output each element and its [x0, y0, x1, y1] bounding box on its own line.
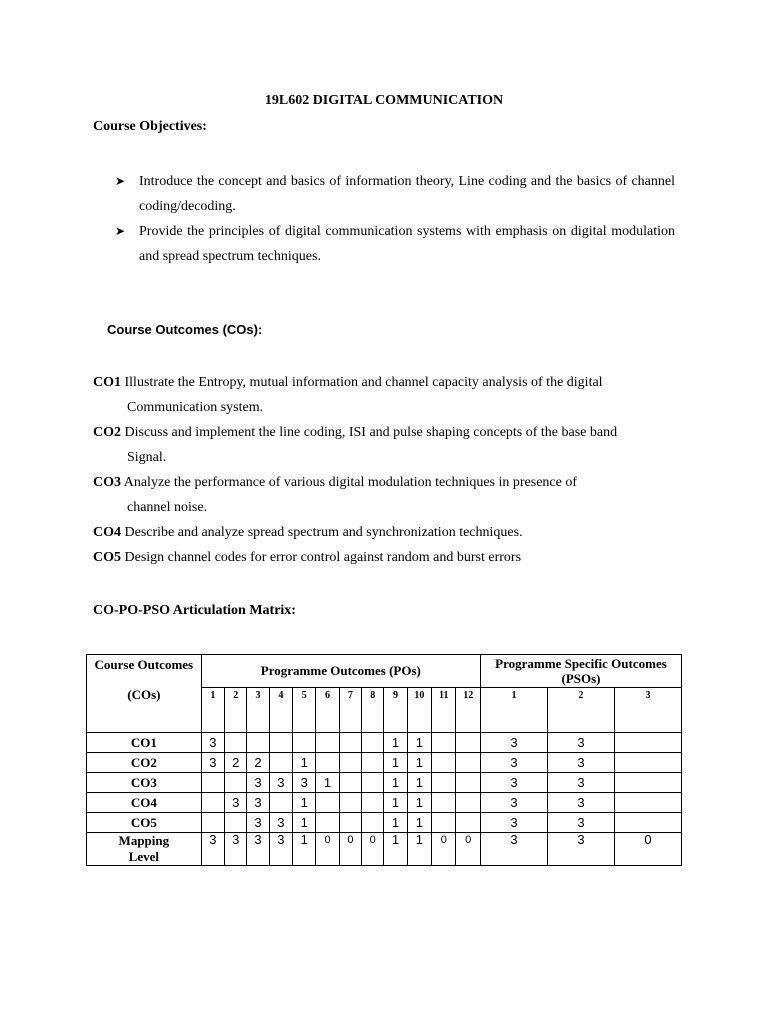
objectives-heading: Course Objectives: — [93, 119, 207, 134]
po-number-header: 11 — [432, 688, 456, 733]
pso-header: Programme Specific Outcomes (PSOs) — [480, 655, 681, 688]
po-cell: 2 — [225, 753, 247, 773]
po-cell — [247, 733, 269, 753]
mapping-level-row — [87, 833, 682, 866]
mapping-po-cell: 0 — [456, 833, 481, 866]
po-cell: 1 — [293, 753, 316, 773]
po-cell: 1 — [384, 753, 407, 773]
outcome-item — [93, 370, 693, 420]
po-number-header: 8 — [362, 688, 384, 733]
matrix-heading: CO-PO-PSO Articulation Matrix: — [93, 603, 296, 618]
po-cell — [201, 773, 224, 793]
row-label: CO2 — [87, 753, 202, 773]
po-cell — [225, 773, 247, 793]
outcome-id: CO1 — [93, 375, 121, 390]
po-cell — [456, 773, 481, 793]
po-cell — [362, 813, 384, 833]
arrowhead-bullet-icon: ➤ — [115, 224, 126, 238]
po-cell — [316, 813, 339, 833]
programme-outcomes-header: Programme Outcomes (POs) — [201, 655, 480, 688]
po-cell: 1 — [293, 793, 316, 813]
mapping-level-label — [87, 833, 202, 866]
mapping-po-cell: 0 — [316, 833, 339, 866]
po-cell: 1 — [407, 753, 431, 773]
pso-cell: 3 — [480, 793, 547, 813]
po-cell — [316, 733, 339, 753]
po-cell: 1 — [293, 813, 316, 833]
mapping-pso-cell: 3 — [547, 833, 614, 866]
outcome-item — [93, 420, 693, 470]
mapping-pso-cell: 3 — [480, 833, 547, 866]
mapping-pso-cell: 0 — [614, 833, 681, 866]
po-cell — [362, 753, 384, 773]
level-label-line: Level — [128, 849, 159, 864]
articulation-matrix — [86, 654, 682, 866]
po-cell: 1 — [384, 793, 407, 813]
po-cell: 1 — [407, 813, 431, 833]
po-cell: 1 — [407, 773, 431, 793]
pso-cell: 3 — [547, 773, 614, 793]
po-cell — [362, 773, 384, 793]
po-cell: 3 — [201, 733, 224, 753]
outcome-text-cont: Communication system. — [127, 400, 264, 415]
po-cell — [201, 793, 224, 813]
po-cell: 3 — [269, 773, 292, 793]
po-cell: 3 — [225, 793, 247, 813]
po-cell — [339, 753, 361, 773]
po-cell — [456, 813, 481, 833]
row-label: CO4 — [87, 793, 202, 813]
po-number-header: 9 — [384, 688, 407, 733]
po-cell: 3 — [201, 753, 224, 773]
course-outcomes-header — [87, 655, 202, 733]
mapping-label-line: Mapping — [118, 833, 170, 848]
outcome-id: CO4 — [93, 525, 121, 540]
po-cell — [432, 793, 456, 813]
pso-cell — [614, 813, 681, 833]
mapping-po-cell: 1 — [407, 833, 431, 866]
mapping-po-cell: 1 — [384, 833, 407, 866]
objective-text: Introduce the concept and basics of information theory, Line coding and the basics of channel coding/decoding. — [139, 174, 675, 214]
po-cell — [339, 793, 361, 813]
pso-cell: 3 — [547, 733, 614, 753]
table-row — [87, 733, 682, 753]
po-cell — [201, 813, 224, 833]
po-cell — [432, 753, 456, 773]
objective-item — [115, 169, 675, 219]
mapping-po-cell: 3 — [247, 833, 269, 866]
outcome-id: CO2 — [93, 425, 121, 440]
po-number-header: 5 — [293, 688, 316, 733]
po-cell — [316, 753, 339, 773]
pso-cell — [614, 773, 681, 793]
po-cell — [316, 793, 339, 813]
po-cell: 1 — [384, 733, 407, 753]
po-cell — [456, 793, 481, 813]
po-cell — [362, 733, 384, 753]
outcome-item — [93, 470, 693, 520]
outcome-item — [93, 545, 693, 570]
outcome-id: CO3 — [93, 475, 121, 490]
po-number-header: 1 — [201, 688, 224, 733]
outcome-text: Design channel codes for error control against random and burst errors — [124, 550, 522, 565]
po-number-header: 4 — [269, 688, 292, 733]
pso-cell: 3 — [480, 753, 547, 773]
po-cell: 3 — [293, 773, 316, 793]
po-cell — [225, 733, 247, 753]
table-row — [87, 813, 682, 833]
outcome-text: Analyze the performance of various digital modulation techniques in presence of — [123, 475, 578, 490]
po-cell: 1 — [407, 793, 431, 813]
po-cell — [432, 813, 456, 833]
document-title: 19L602 DIGITAL COMMUNICATION — [264, 93, 504, 108]
po-cell — [269, 753, 292, 773]
pso-cell: 3 — [480, 813, 547, 833]
table-row — [87, 773, 682, 793]
po-cell: 1 — [407, 733, 431, 753]
mapping-po-cell: 3 — [201, 833, 224, 866]
po-number-header: 12 — [456, 688, 481, 733]
outcome-text: Discuss and implement the line coding, ISI and pulse shaping concepts of the base band — [124, 425, 618, 440]
mapping-po-cell: 1 — [293, 833, 316, 866]
po-cell — [339, 733, 361, 753]
po-cell: 3 — [247, 813, 269, 833]
po-cell: 3 — [247, 793, 269, 813]
po-cell — [269, 793, 292, 813]
outcome-text: Illustrate the Entropy, mutual information and channel capacity analysis of the digital — [124, 375, 603, 390]
mapping-po-cell: 0 — [362, 833, 384, 866]
po-cell: 1 — [384, 773, 407, 793]
po-cell: 2 — [247, 753, 269, 773]
po-number-header: 10 — [407, 688, 431, 733]
outcome-text-cont: Signal. — [127, 450, 167, 465]
course-outcomes-label: Course Outcomes — [94, 657, 194, 672]
pso-cell — [614, 793, 681, 813]
outcome-text-cont: channel noise. — [127, 500, 208, 515]
po-cell — [456, 733, 481, 753]
pso-cell: 3 — [480, 733, 547, 753]
row-label: CO1 — [87, 733, 202, 753]
po-cell: 3 — [247, 773, 269, 793]
row-label: CO3 — [87, 773, 202, 793]
pso-cell — [614, 733, 681, 753]
cos-label: (COs) — [127, 687, 161, 702]
po-cell — [225, 813, 247, 833]
mapping-po-cell: 0 — [339, 833, 361, 866]
arrowhead-bullet-icon: ➤ — [115, 174, 126, 188]
po-number-header: 2 — [225, 688, 247, 733]
po-cell — [269, 733, 292, 753]
po-cell: 1 — [384, 813, 407, 833]
pso-number-header: 1 — [480, 688, 547, 733]
objective-text: Provide the principles of digital communication systems with emphasis on digital modulation and spread spectrum techniques. — [139, 224, 675, 264]
pso-cell: 3 — [547, 753, 614, 773]
outcomes-heading: Course Outcomes (COs): — [107, 322, 263, 337]
pso-number-header: 3 — [614, 688, 681, 733]
pso-cell: 3 — [547, 813, 614, 833]
pso-cell — [614, 753, 681, 773]
outcome-id: CO5 — [93, 550, 121, 565]
po-number-header: 7 — [339, 688, 361, 733]
po-cell — [432, 733, 456, 753]
mapping-po-cell: 3 — [225, 833, 247, 866]
po-cell — [339, 813, 361, 833]
row-label: CO5 — [87, 813, 202, 833]
table-row — [87, 793, 682, 813]
po-number-header: 6 — [316, 688, 339, 733]
mapping-po-cell: 0 — [432, 833, 456, 866]
po-cell — [362, 793, 384, 813]
po-cell: 3 — [269, 813, 292, 833]
objective-item — [115, 219, 675, 269]
mapping-po-cell: 3 — [269, 833, 292, 866]
po-number-header: 3 — [247, 688, 269, 733]
table-row — [87, 753, 682, 773]
pso-cell: 3 — [480, 773, 547, 793]
outcome-text: Describe and analyze spread spectrum and synchronization techniques. — [124, 525, 523, 540]
po-cell — [339, 773, 361, 793]
pso-cell: 3 — [547, 793, 614, 813]
po-cell — [456, 753, 481, 773]
pso-number-header: 2 — [547, 688, 614, 733]
po-cell: 1 — [316, 773, 339, 793]
po-cell — [432, 773, 456, 793]
po-cell — [293, 733, 316, 753]
outcome-item — [93, 520, 693, 545]
